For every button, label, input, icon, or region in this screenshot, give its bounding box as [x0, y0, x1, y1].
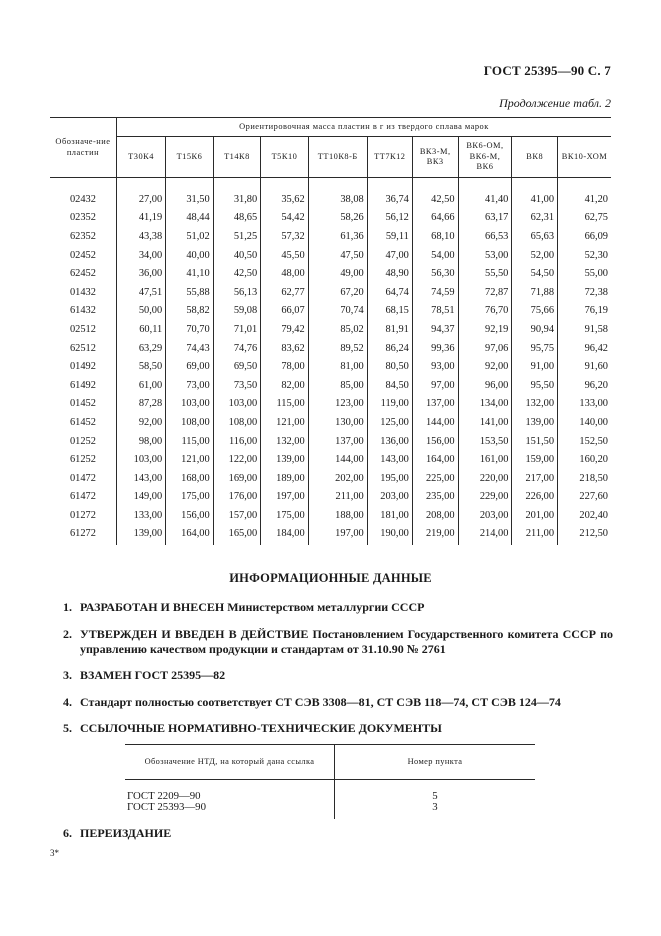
plate-code: 01252 [69, 435, 96, 447]
mass-value: 203,00 [458, 506, 512, 525]
mass-value: 75,66 [512, 302, 558, 321]
mass-value: 45,50 [261, 246, 309, 265]
mass-value: 202,40 [558, 506, 611, 525]
mass-value: 132,00 [512, 395, 558, 414]
ref-row [125, 780, 535, 803]
info-item-number: 4. [63, 695, 72, 709]
mass-value: 85,00 [308, 376, 367, 395]
plate-code: 61452 [69, 416, 96, 428]
info-item-text: ВЗАМЕН ГОСТ 25395—82 [80, 668, 226, 682]
mass-value: 229,00 [458, 488, 512, 507]
mass-value: 40,00 [166, 246, 214, 265]
ref-clause: 3 [432, 801, 438, 813]
mass-value: 144,00 [412, 413, 458, 432]
mass-value: 47,51 [116, 283, 165, 302]
mass-value: 58,26 [308, 209, 367, 228]
mass-value: 92,00 [116, 413, 165, 432]
mass-value: 79,42 [261, 320, 309, 339]
mass-value: 121,00 [261, 413, 309, 432]
mass-value: 38,08 [308, 178, 367, 209]
mass-value: 93,00 [412, 357, 458, 376]
mass-value: 41,20 [558, 178, 611, 209]
mass-value: 220,00 [458, 469, 512, 488]
mass-value: 140,00 [558, 413, 611, 432]
ref-row [125, 802, 535, 813]
mass-value: 65,63 [512, 227, 558, 246]
mass-value: 103,00 [213, 395, 261, 414]
info-title: ИНФОРМАЦИОННЫЕ ДАННЫЕ [229, 571, 432, 585]
table-row [50, 302, 611, 321]
info-item-references [63, 721, 613, 736]
mass-value: 139,00 [261, 450, 309, 469]
mass-value: 64,74 [367, 283, 412, 302]
column-header: Т14К8 [213, 137, 261, 178]
info-item-number: 5. [63, 721, 72, 735]
mass-value: 130,00 [308, 413, 367, 432]
plate-code: 02452 [69, 249, 96, 261]
mass-value: 58,82 [166, 302, 214, 321]
mass-value: 122,00 [213, 450, 261, 469]
mass-value: 51,02 [166, 227, 214, 246]
mass-value: 58,50 [116, 357, 165, 376]
table-row [50, 432, 611, 451]
mass-value: 61,36 [308, 227, 367, 246]
mass-value: 218,50 [558, 469, 611, 488]
mass-value: 225,00 [412, 469, 458, 488]
mass-value: 36,00 [116, 264, 165, 283]
mass-value: 82,00 [261, 376, 309, 395]
mass-value: 52,00 [512, 246, 558, 265]
page-header: ГОСТ 25395—90 С. 7 [483, 63, 611, 78]
mass-value: 125,00 [367, 413, 412, 432]
plate-code: 61492 [69, 379, 96, 391]
mass-value: 97,06 [458, 339, 512, 358]
table-body [50, 178, 611, 546]
mass-value: 27,00 [116, 178, 165, 209]
mass-value: 197,00 [261, 488, 309, 507]
mass-value: 40,50 [213, 246, 261, 265]
mass-value: 62,75 [558, 209, 611, 228]
mass-value: 157,00 [213, 506, 261, 525]
mass-value: 70,74 [308, 302, 367, 321]
mass-value: 99,36 [412, 339, 458, 358]
mass-value: 175,00 [166, 488, 214, 507]
mass-value: 70,70 [166, 320, 214, 339]
mass-value: 66,53 [458, 227, 512, 246]
table-row [50, 376, 611, 395]
plate-code: 61432 [69, 305, 96, 317]
plate-code: 01472 [69, 472, 96, 484]
mass-value: 91,00 [512, 357, 558, 376]
mass-value: 156,00 [412, 432, 458, 451]
column-header: ВК8 [512, 137, 558, 178]
mass-value: 55,88 [166, 283, 214, 302]
info-item-number: 3. [63, 668, 72, 682]
mass-value: 143,00 [367, 450, 412, 469]
mass-value: 156,00 [166, 506, 214, 525]
mass-value: 202,00 [308, 469, 367, 488]
mass-value: 226,00 [512, 488, 558, 507]
mass-value: 219,00 [412, 525, 458, 546]
plate-code: 01432 [69, 286, 96, 298]
mass-value: 96,20 [558, 376, 611, 395]
mass-value: 108,00 [166, 413, 214, 432]
mass-value: 96,00 [458, 376, 512, 395]
mass-value: 85,02 [308, 320, 367, 339]
mass-value: 153,50 [458, 432, 512, 451]
info-item-text: ССЫЛОЧНЫЕ НОРМАТИВНО-ТЕХНИЧЕСКИЕ ДОКУМЕНТЫ [80, 721, 442, 735]
mass-value: 164,00 [166, 525, 214, 546]
column-header: ВК3-М, ВК3 [412, 137, 458, 178]
mass-value: 139,00 [116, 525, 165, 546]
mass-value: 50,00 [116, 302, 165, 321]
ref-doc: ГОСТ 2209—90 [125, 780, 335, 803]
ref-doc: ГОСТ 25393—90 [125, 802, 335, 813]
ref-row-spacer [125, 813, 535, 819]
mass-value: 195,00 [367, 469, 412, 488]
mass-value: 56,12 [367, 209, 412, 228]
mass-value: 47,00 [367, 246, 412, 265]
mass-value: 78,00 [261, 357, 309, 376]
mass-value: 144,00 [308, 450, 367, 469]
mass-value: 136,00 [367, 432, 412, 451]
mass-value: 76,19 [558, 302, 611, 321]
mass-value: 56,30 [412, 264, 458, 283]
mass-value: 60,11 [116, 320, 165, 339]
column-header: Т30К4 [116, 137, 165, 178]
table-row [50, 178, 611, 209]
mass-value: 81,91 [367, 320, 412, 339]
mass-value: 67,20 [308, 283, 367, 302]
mass-value: 139,00 [512, 413, 558, 432]
mass-value: 89,52 [308, 339, 367, 358]
mass-value: 97,00 [412, 376, 458, 395]
mass-value: 59,08 [213, 302, 261, 321]
mass-value: 49,00 [308, 264, 367, 283]
table-row [50, 450, 611, 469]
mass-value: 164,00 [412, 450, 458, 469]
column-header: Т15К6 [166, 137, 214, 178]
info-item-reissue [63, 826, 613, 841]
mass-value: 90,94 [512, 320, 558, 339]
mass-value: 133,00 [116, 506, 165, 525]
mass-value: 152,50 [558, 432, 611, 451]
mass-value: 54,00 [412, 246, 458, 265]
column-header: ТТ10К8-Б [308, 137, 367, 178]
mass-value: 74,76 [213, 339, 261, 358]
mass-value: 121,00 [166, 450, 214, 469]
mass-value: 81,00 [308, 357, 367, 376]
plate-code: 02512 [69, 323, 96, 335]
column-header: ВК10-ХОМ [558, 137, 611, 178]
table-continuation-label: Продолжение табл. 2 [499, 96, 611, 110]
mass-value: 119,00 [367, 395, 412, 414]
mass-value: 149,00 [116, 488, 165, 507]
info-item-text: Стандарт полностью соответствует СТ СЭВ 3308—81, СТ СЭВ 118—74, СТ СЭВ 124—74 [80, 695, 561, 709]
plate-code: 62452 [69, 268, 96, 280]
mass-value: 64,66 [412, 209, 458, 228]
mass-value: 62,31 [512, 209, 558, 228]
plate-code: 02352 [69, 212, 96, 224]
info-item-text: РАЗРАБОТАН И ВНЕСЕН Министерством металлургии СССР [80, 600, 425, 614]
mass-value: 35,62 [261, 178, 309, 209]
mass-value: 63,29 [116, 339, 165, 358]
mass-value: 94,37 [412, 320, 458, 339]
plate-code: 62352 [69, 230, 96, 242]
mass-value: 212,50 [558, 525, 611, 546]
mass-value: 103,00 [116, 450, 165, 469]
mass-value: 211,00 [512, 525, 558, 546]
mass-value: 217,00 [512, 469, 558, 488]
mass-value: 235,00 [412, 488, 458, 507]
mass-value: 73,50 [213, 376, 261, 395]
mass-value: 96,42 [558, 339, 611, 358]
table-row [50, 246, 611, 265]
mass-value: 74,59 [412, 283, 458, 302]
group-header: Ориентировочная масса пластин в г из твердого сплава марок [116, 118, 611, 137]
mass-value: 31,50 [166, 178, 214, 209]
mass-value: 54,42 [261, 209, 309, 228]
mass-value: 143,00 [116, 469, 165, 488]
ref-spacer-cell [335, 813, 536, 819]
table-row [50, 525, 611, 546]
mass-value: 41,10 [166, 264, 214, 283]
mass-value: 141,00 [458, 413, 512, 432]
mass-value: 76,70 [458, 302, 512, 321]
mass-value: 103,00 [166, 395, 214, 414]
table-row [50, 320, 611, 339]
table-row [50, 469, 611, 488]
mass-value: 48,00 [261, 264, 309, 283]
mass-value: 115,00 [261, 395, 309, 414]
mass-value: 52,30 [558, 246, 611, 265]
table-row [50, 227, 611, 246]
mass-value: 62,77 [261, 283, 309, 302]
mass-value: 132,00 [261, 432, 309, 451]
mass-value: 176,00 [213, 488, 261, 507]
mass-value: 208,00 [412, 506, 458, 525]
mass-value: 133,00 [558, 395, 611, 414]
mass-value: 71,01 [213, 320, 261, 339]
mass-value: 41,19 [116, 209, 165, 228]
mass-value: 201,00 [512, 506, 558, 525]
table-row [50, 209, 611, 228]
ref-doc-header: Обозначение НТД, на который дана ссылка [125, 745, 335, 780]
mass-value: 165,00 [213, 525, 261, 546]
table-row [50, 339, 611, 358]
mass-value: 31,80 [213, 178, 261, 209]
mass-value: 66,07 [261, 302, 309, 321]
info-item-compliance [63, 695, 613, 710]
mass-value: 169,00 [213, 469, 261, 488]
mass-value: 98,00 [116, 432, 165, 451]
mass-value: 69,00 [166, 357, 214, 376]
plate-code: 62512 [69, 342, 96, 354]
mass-value: 181,00 [367, 506, 412, 525]
table-row [50, 395, 611, 414]
mass-value: 34,00 [116, 246, 165, 265]
mass-value: 53,00 [458, 246, 512, 265]
mass-value: 84,50 [367, 376, 412, 395]
mass-value: 151,50 [512, 432, 558, 451]
mass-value: 80,50 [367, 357, 412, 376]
info-item-number: 1. [63, 600, 72, 614]
mass-value: 42,50 [412, 178, 458, 209]
column-header: ТТ7К12 [367, 137, 412, 178]
table-row [50, 264, 611, 283]
mass-value: 168,00 [166, 469, 214, 488]
column-header: Т5К10 [261, 137, 309, 178]
ref-clause: 5 [432, 790, 438, 802]
mass-value: 54,50 [512, 264, 558, 283]
mass-value: 48,90 [367, 264, 412, 283]
plate-code: 02432 [69, 193, 96, 205]
plate-code: 01452 [69, 398, 96, 410]
page-footnote: 3* [50, 848, 59, 858]
table-row [50, 488, 611, 507]
table-row [50, 413, 611, 432]
mass-value: 43,38 [116, 227, 165, 246]
plate-code: 61472 [69, 491, 96, 503]
mass-value: 203,00 [367, 488, 412, 507]
mass-value: 36,74 [367, 178, 412, 209]
mass-value: 72,87 [458, 283, 512, 302]
mass-value: 123,00 [308, 395, 367, 414]
ref-spacer-cell [125, 813, 335, 819]
mass-value: 42,50 [213, 264, 261, 283]
mass-value: 73,00 [166, 376, 214, 395]
info-item-replaces [63, 668, 613, 683]
mass-value: 214,00 [458, 525, 512, 546]
mass-value: 115,00 [166, 432, 214, 451]
mass-value: 190,00 [367, 525, 412, 546]
info-item-text: ПЕРЕИЗДАНИЕ [80, 826, 172, 840]
mass-value: 83,62 [261, 339, 309, 358]
mass-value: 66,09 [558, 227, 611, 246]
mass-value: 78,51 [412, 302, 458, 321]
mass-table [50, 117, 611, 545]
mass-value: 175,00 [261, 506, 309, 525]
column-header: ВК6-ОМ, ВК6-М, ВК6 [458, 137, 512, 178]
mass-value: 91,58 [558, 320, 611, 339]
mass-value: 72,38 [558, 283, 611, 302]
mass-value: 95,75 [512, 339, 558, 358]
table-row [50, 283, 611, 302]
mass-value: 74,43 [166, 339, 214, 358]
mass-value: 56,13 [213, 283, 261, 302]
mass-value: 86,24 [367, 339, 412, 358]
mass-value: 188,00 [308, 506, 367, 525]
mass-value: 71,88 [512, 283, 558, 302]
mass-value: 68,15 [367, 302, 412, 321]
table-row [50, 357, 611, 376]
mass-value: 61,00 [116, 376, 165, 395]
mass-value: 197,00 [308, 525, 367, 546]
mass-value: 189,00 [261, 469, 309, 488]
plate-code: 61272 [69, 528, 96, 540]
info-item-text: УТВЕРЖДЕН И ВВЕДЕН В ДЕЙСТВИЕ Постановлением Государственного комитета СССР по управлению качеством продукции и стандартам от 31.10.90 № 2761 [80, 627, 613, 656]
mass-value: 159,00 [512, 450, 558, 469]
info-item-approved [63, 627, 613, 657]
ref-clause-header: Номер пункта [335, 745, 536, 780]
mass-value: 211,00 [308, 488, 367, 507]
mass-value: 55,00 [558, 264, 611, 283]
mass-value: 55,50 [458, 264, 512, 283]
plate-code: 61252 [69, 454, 96, 466]
info-item-developed [63, 600, 613, 615]
mass-value: 57,32 [261, 227, 309, 246]
mass-value: 160,20 [558, 450, 611, 469]
mass-value: 92,19 [458, 320, 512, 339]
mass-value: 59,11 [367, 227, 412, 246]
mass-value: 48,65 [213, 209, 261, 228]
mass-value: 108,00 [213, 413, 261, 432]
mass-value: 47,50 [308, 246, 367, 265]
plate-code: 01272 [69, 509, 96, 521]
mass-value: 227,60 [558, 488, 611, 507]
mass-value: 184,00 [261, 525, 309, 546]
mass-value: 137,00 [412, 395, 458, 414]
plate-code: 01492 [69, 361, 96, 373]
mass-value: 68,10 [412, 227, 458, 246]
info-item-number: 6. [63, 826, 72, 840]
mass-value: 134,00 [458, 395, 512, 414]
mass-value: 137,00 [308, 432, 367, 451]
info-item-number: 2. [63, 627, 72, 641]
designation-header: Обозначе-ние пластин [50, 118, 116, 178]
mass-value: 51,25 [213, 227, 261, 246]
mass-value: 41,40 [458, 178, 512, 209]
table-row [50, 506, 611, 525]
mass-value: 41,00 [512, 178, 558, 209]
mass-value: 91,60 [558, 357, 611, 376]
mass-value: 63,17 [458, 209, 512, 228]
mass-value: 69,50 [213, 357, 261, 376]
references-table [125, 744, 535, 819]
mass-value: 161,00 [458, 450, 512, 469]
mass-value: 92,00 [458, 357, 512, 376]
mass-value: 48,44 [166, 209, 214, 228]
mass-value: 87,28 [116, 395, 165, 414]
mass-value: 95,50 [512, 376, 558, 395]
mass-value: 116,00 [213, 432, 261, 451]
